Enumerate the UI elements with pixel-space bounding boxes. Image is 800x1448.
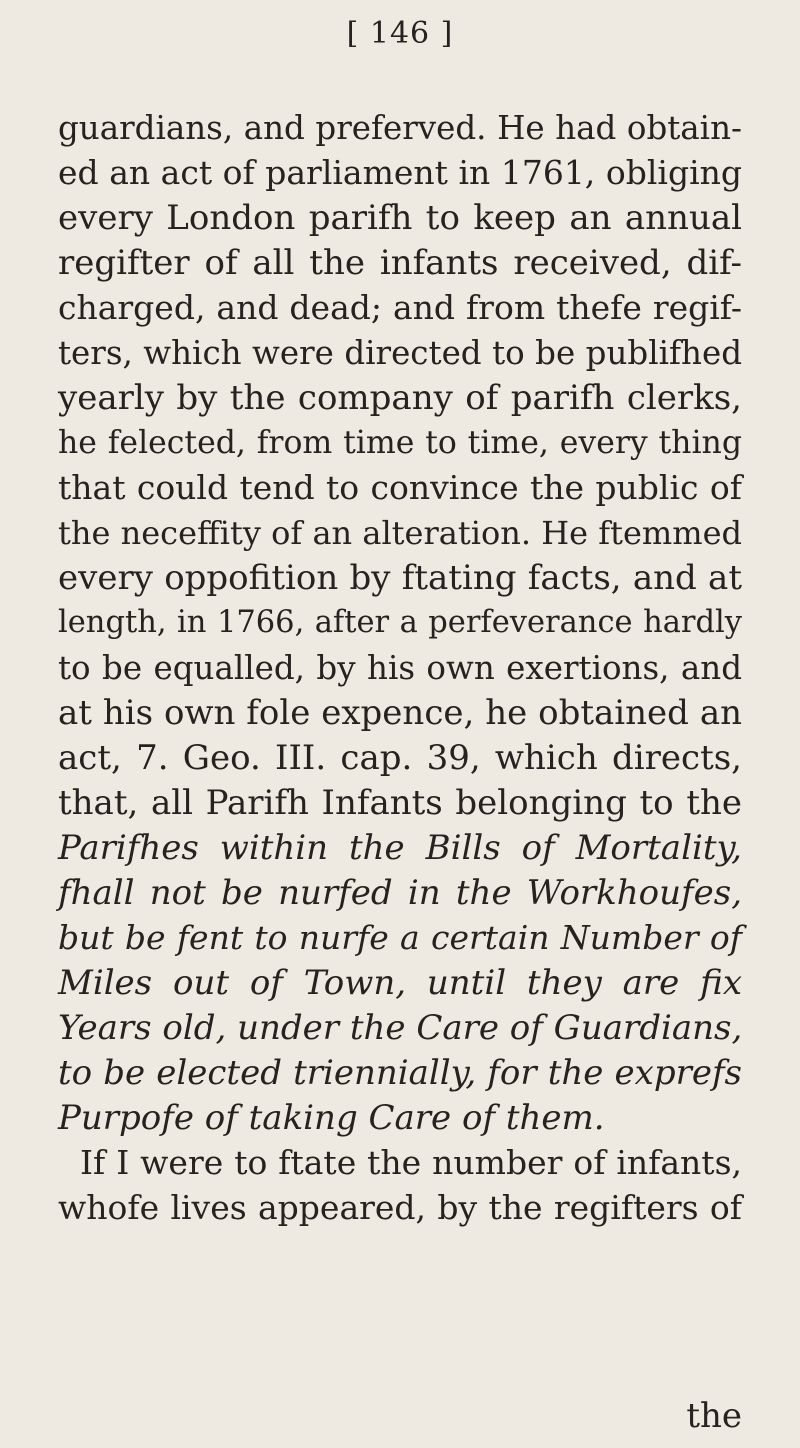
catchword: the <box>686 1396 742 1436</box>
text-line: guardians, and preferved. He had obtain- <box>58 109 742 147</box>
text-line: at his own fole expence, he obtained an <box>58 693 742 733</box>
page-number: [ 146 ] <box>346 16 454 51</box>
italic-text-line: fhall not be nurfed in the Workhoufes, <box>58 873 742 913</box>
italic-text-line: Years old, under the Care of Guardians, <box>58 1008 743 1048</box>
text-line: charged, and dead; and from thefe regif- <box>58 288 742 327</box>
paragraph-start-line: If I were to ftate the number of infants, <box>80 1143 742 1182</box>
text-line: regifter of all the infants received, dif- <box>58 243 742 283</box>
italic-text-line: Miles out of Town, until they are fix <box>58 963 742 1003</box>
text-line: whofe lives appeared, by the regifters of <box>58 1188 742 1227</box>
text-line: every London parifh to keep an annual <box>58 198 742 238</box>
italic-text-line: but be fent to nurfe a certain Number of <box>58 918 742 957</box>
text-line: yearly by the company of parifh clerks, <box>58 378 742 418</box>
text-line: the neceffity of an alteration. He ftemmed <box>58 514 742 552</box>
italic-text-line: to be elected triennially, for the exprefs <box>58 1053 742 1093</box>
italic-text-line: Purpofe of taking Care of them. <box>58 1098 605 1138</box>
text-line: that, all Parifh Infants belonging to the <box>58 783 742 823</box>
italic-text-line: Parifhes within the Bills of Mortality, <box>58 828 742 868</box>
text-line: every oppofition by ftating facts, and at <box>58 558 742 598</box>
text-line: length, in 1766, after a perfeverance hardly <box>58 605 742 640</box>
text-line: that could tend to convince the public of <box>58 468 742 507</box>
text-line: he felected, from time to time, every thing <box>58 425 742 461</box>
text-line: act, 7. Geo. III. cap. 39, which directs, <box>58 738 742 778</box>
text-line: to be equalled, by his own exertions, and <box>58 649 742 687</box>
text-line: ed an act of parliament in 1761, obliging <box>58 153 742 192</box>
text-line: ters, which were directed to be publifhed <box>58 334 742 372</box>
